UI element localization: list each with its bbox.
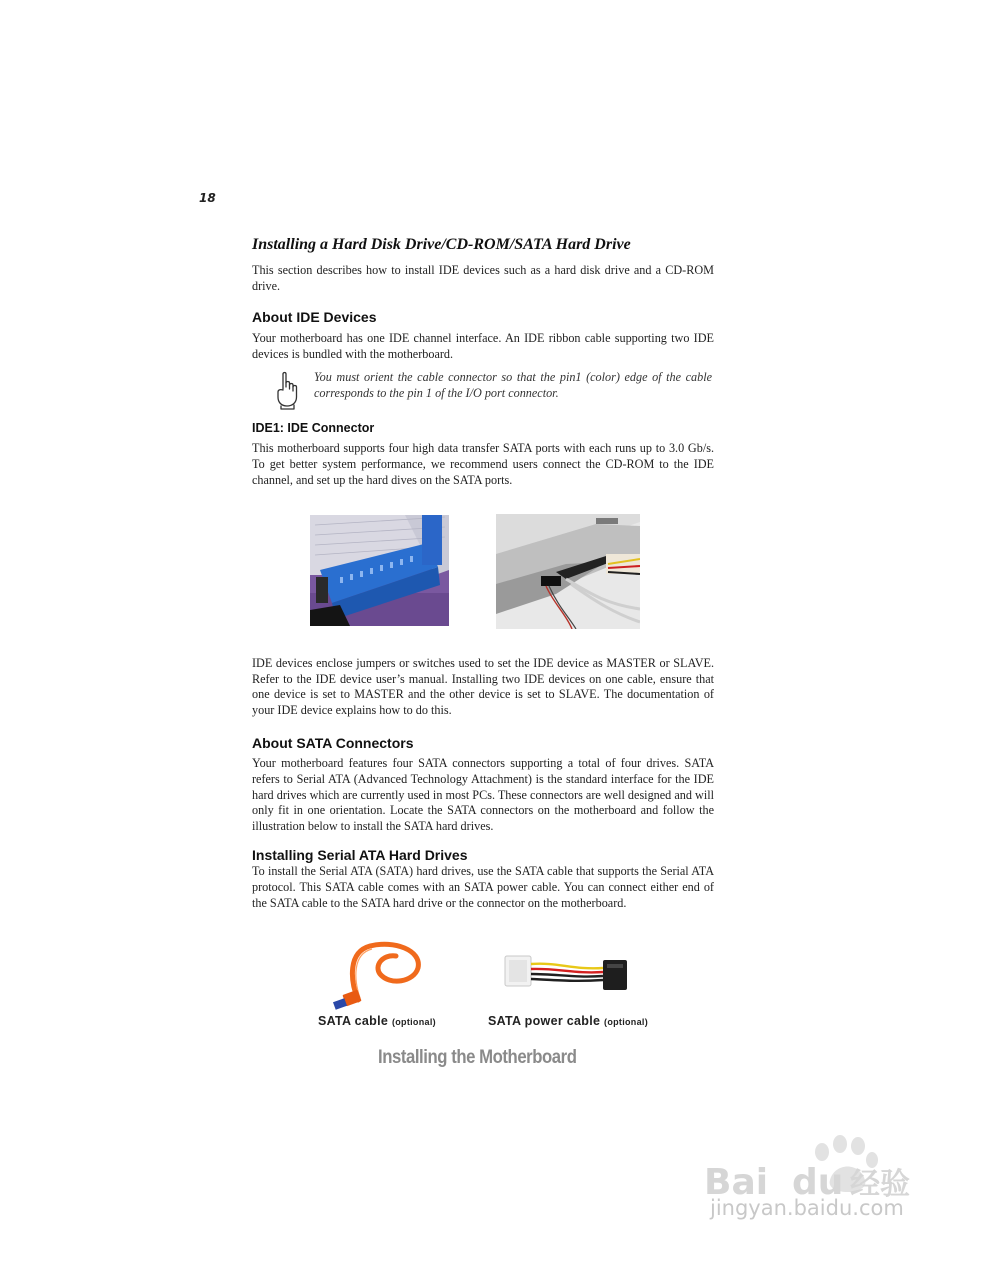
sata-power-cable-optional: (optional) [604, 1017, 649, 1027]
svg-text:经验: 经验 [850, 1167, 910, 1202]
ide-devices-paragraph: IDE devices enclose jumpers or switches used to set the IDE device as MASTER or SLAVE. Refer to the IDE device user’s manual. Installing two IDE devices on one cable, ensure that one device is set to MASTER and the other device is set to SLAVE. The documentation of your IDE device explains how to do this. [252, 656, 714, 717]
about-ide-paragraph: Your motherboard has one IDE channel interface. An IDE ribbon cable supporting two IDE devices is bundled with the motherboard. [252, 331, 714, 361]
svg-text:Bai: Bai [704, 1162, 769, 1203]
pointing-hand-icon [270, 370, 306, 410]
svg-text:du: du [792, 1162, 844, 1203]
sata-cable-optional: (optional) [391, 1017, 436, 1027]
sata-power-cable-image [503, 950, 631, 996]
intro-paragraph: This section describes how to install IDE devices such as a hard disk drive and a CD-ROM drive. [252, 263, 714, 293]
document-body [252, 236, 714, 488]
sata-cable-caption [318, 1014, 436, 1028]
sata-cable-caption-label: SATA cable [318, 1014, 389, 1028]
note-text: You must orient the cable connector so that the pin1 (color) edge of the cable corresponds to the pin 1 of the I/O port connector. [314, 370, 712, 400]
baidu-watermark-url: jingyan.baidu.com [710, 1196, 904, 1220]
page-number: 18 [199, 191, 216, 205]
about-sata-paragraph: Your motherboard features four SATA connectors supporting a total of four drives. SATA refers to Serial ATA (Advanced Technology Attachment) is the standard interface for the IDE hard drives which are currently used in most PCs. These connectors are well designed and will only fit in one orientation. Locate the SATA connectors on the motherboard and follow the illustration below to install the SATA hard drives. [252, 756, 714, 833]
document-body-continued [252, 656, 714, 911]
baidu-watermark-logo [700, 1130, 935, 1250]
about-sata-heading: About SATA Connectors [252, 735, 414, 752]
section-title: Installing a Hard Disk Drive/CD-ROM/SATA Hard Drive [252, 236, 631, 253]
installing-sata-paragraph: To install the Serial ATA (SATA) hard drives, use the SATA cable that supports the Serial ATA protocol. This SATA cable comes with an SATA power cable. You can connect either end of the SATA cable to the SATA hard drive or the connector on the motherboard. [252, 864, 714, 910]
ide-connector-photo [310, 515, 449, 626]
ide1-heading: IDE1: IDE Connector [252, 421, 375, 436]
footer-chapter-title: Installing the Motherboard [378, 1047, 577, 1068]
installing-sata-heading: Installing Serial ATA Hard Drives [252, 847, 468, 864]
sata-cable-image [330, 940, 426, 1010]
about-ide-heading: About IDE Devices [252, 309, 377, 326]
note-box [252, 370, 714, 410]
sata-power-cable-caption [488, 1014, 648, 1028]
cdrom-cable-photo [496, 514, 640, 629]
sata-power-cable-caption-label: SATA power cable [488, 1014, 601, 1028]
ide1-paragraph: This motherboard supports four high data transfer SATA ports with each runs up to 3.0 Gb/s. To get better system performance, we recommend users connect the CD-ROM to the IDE channel, and set up the hard dives on the SATA ports. [252, 441, 714, 487]
